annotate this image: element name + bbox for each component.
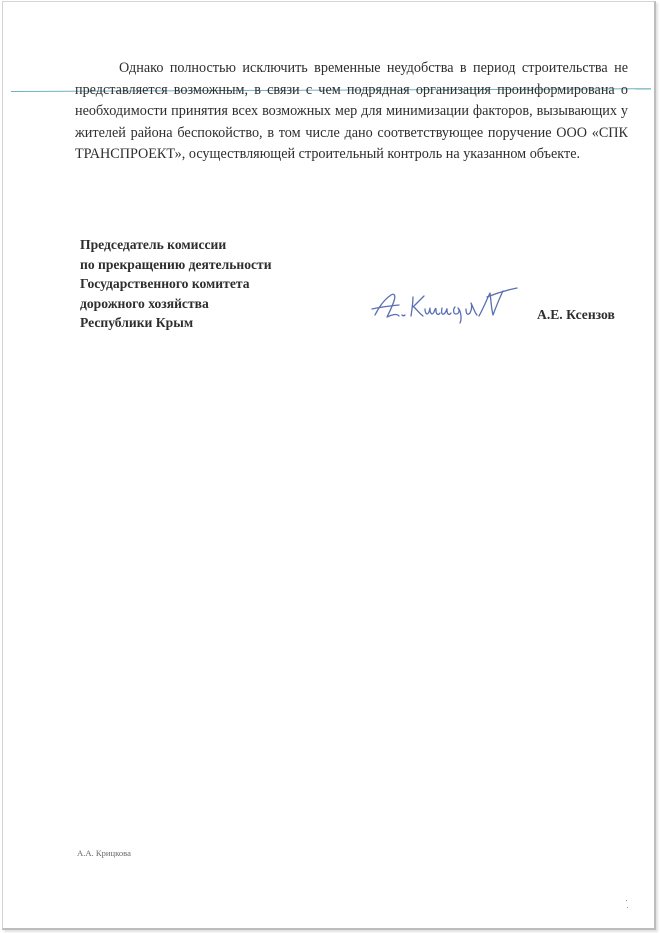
handwritten-signature (369, 285, 521, 327)
body-paragraph: Однако полностью исключить временные неудобства в период строительства не представляется возможным, в связи с чем подрядная организация проинформирована о необходимости принятия всех возможных мер для минимизации факторов, вызывающих у жителей района беспокойство, в том числе дано соответствующее поручение ООО «СПК ТРАНСПРОЕКТ», осуществляющей строительный контроль на указанном объекте. (75, 60, 628, 163)
scan-speck (627, 907, 628, 908)
executor-name: А.А. Крицкова (77, 848, 131, 858)
position-line: Председатель комиссии (80, 237, 227, 252)
signatory-position (80, 235, 272, 333)
scan-speck (626, 900, 627, 901)
position-line: дорожного хозяйства (80, 295, 209, 311)
position-line: Республики Крым (80, 315, 194, 331)
document-page (2, 1, 656, 930)
position-line: Государственного комитета (80, 276, 250, 292)
signer-name: А.Е. Ксензов (537, 307, 615, 322)
position-line: по прекращению деятельности (80, 256, 272, 272)
